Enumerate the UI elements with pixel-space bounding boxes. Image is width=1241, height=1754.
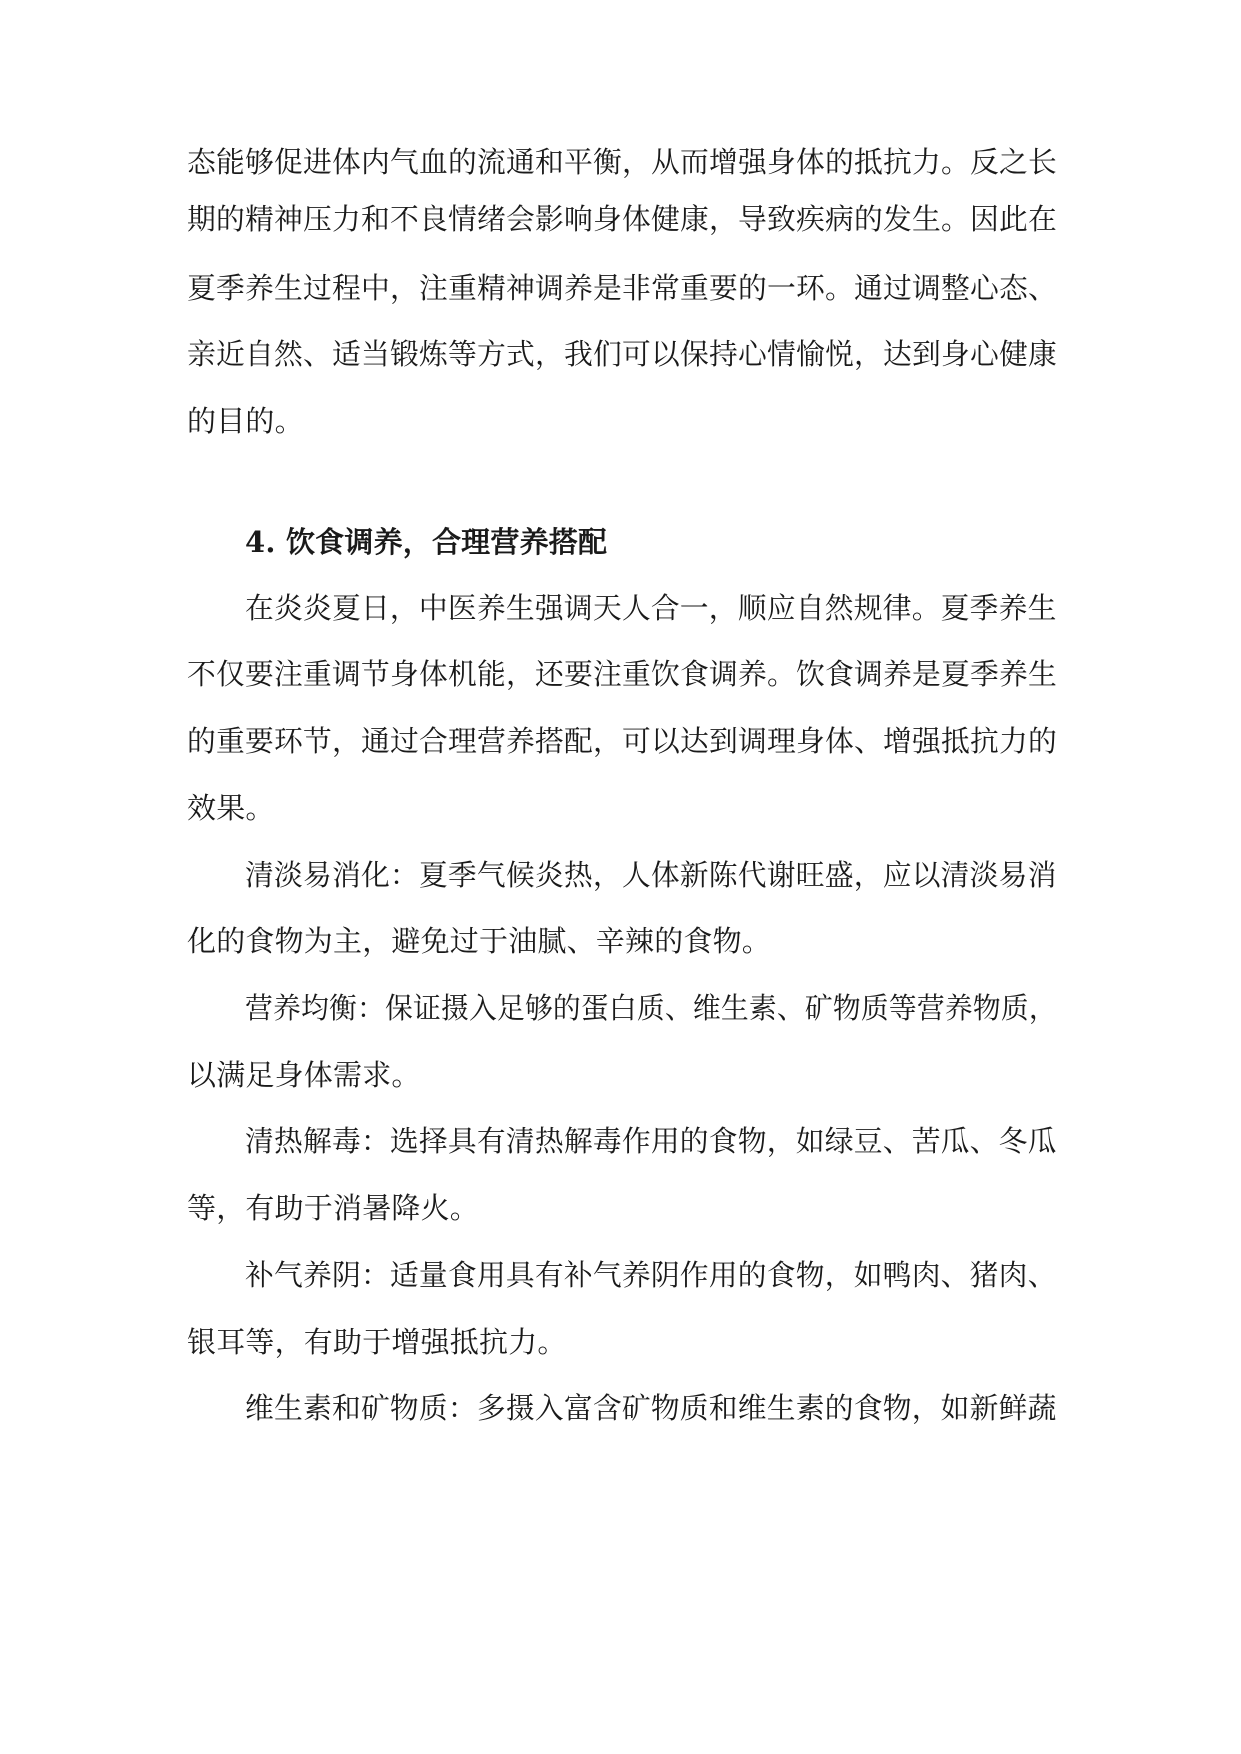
paragraph-line: 营养均衡：保证摄入足够的蛋白质、维生素、矿物质等营养物质， [245,991,1057,1025]
paragraph-line: 夏季养生过程中，注重精神调养是非常重要的一环。通过调整心态、 [187,271,1058,305]
paragraph-line: 补气养阴：适量食用具有补气养阴作用的食物，如鸭肉、猪肉、 [245,1258,1057,1292]
paragraph-line: 银耳等，有助于增强抵抗力。 [187,1325,567,1359]
paragraph-line: 清热解毒：选择具有清热解毒作用的食物，如绿豆、苦瓜、冬瓜 [245,1124,1057,1158]
paragraph-line: 亲近自然、适当锻炼等方式，我们可以保持心情愉悦，达到身心健康 [187,337,1058,371]
paragraph-line: 化的食物为主，避免过于油腻、辛辣的食物。 [187,924,772,958]
paragraph-line: 等，有助于消暑降火。 [187,1191,480,1225]
paragraph-line: 效果。 [187,791,275,825]
paragraph-line: 期的精神压力和不良情绪会影响身体健康，导致疾病的发生。因此在 [187,202,1058,236]
paragraph-line: 的目的。 [187,404,304,438]
paragraph-line: 在炎炎夏日，中医养生强调天人合一，顺应自然规律。夏季养生 [245,591,1057,625]
paragraph-line: 不仅要注重调节身体机能，还要注重饮食调养。饮食调养是夏季养生 [187,657,1058,691]
paragraph-line: 的重要环节，通过合理营养搭配，可以达到调理身体、增强抵抗力的 [187,724,1058,758]
paragraph-line: 以满足身体需求。 [187,1058,421,1092]
paragraph-line: 清淡易消化：夏季气候炎热，人体新陈代谢旺盛，应以清淡易消 [245,858,1057,892]
section-heading: 4. 饮食调养，合理营养搭配 [245,525,608,559]
paragraph-line: 态能够促进体内气血的流通和平衡，从而增强身体的抵抗力。反之长 [187,145,1058,179]
paragraph-line: 维生素和矿物质：多摄入富含矿物质和维生素的食物，如新鲜蔬 [245,1391,1057,1425]
